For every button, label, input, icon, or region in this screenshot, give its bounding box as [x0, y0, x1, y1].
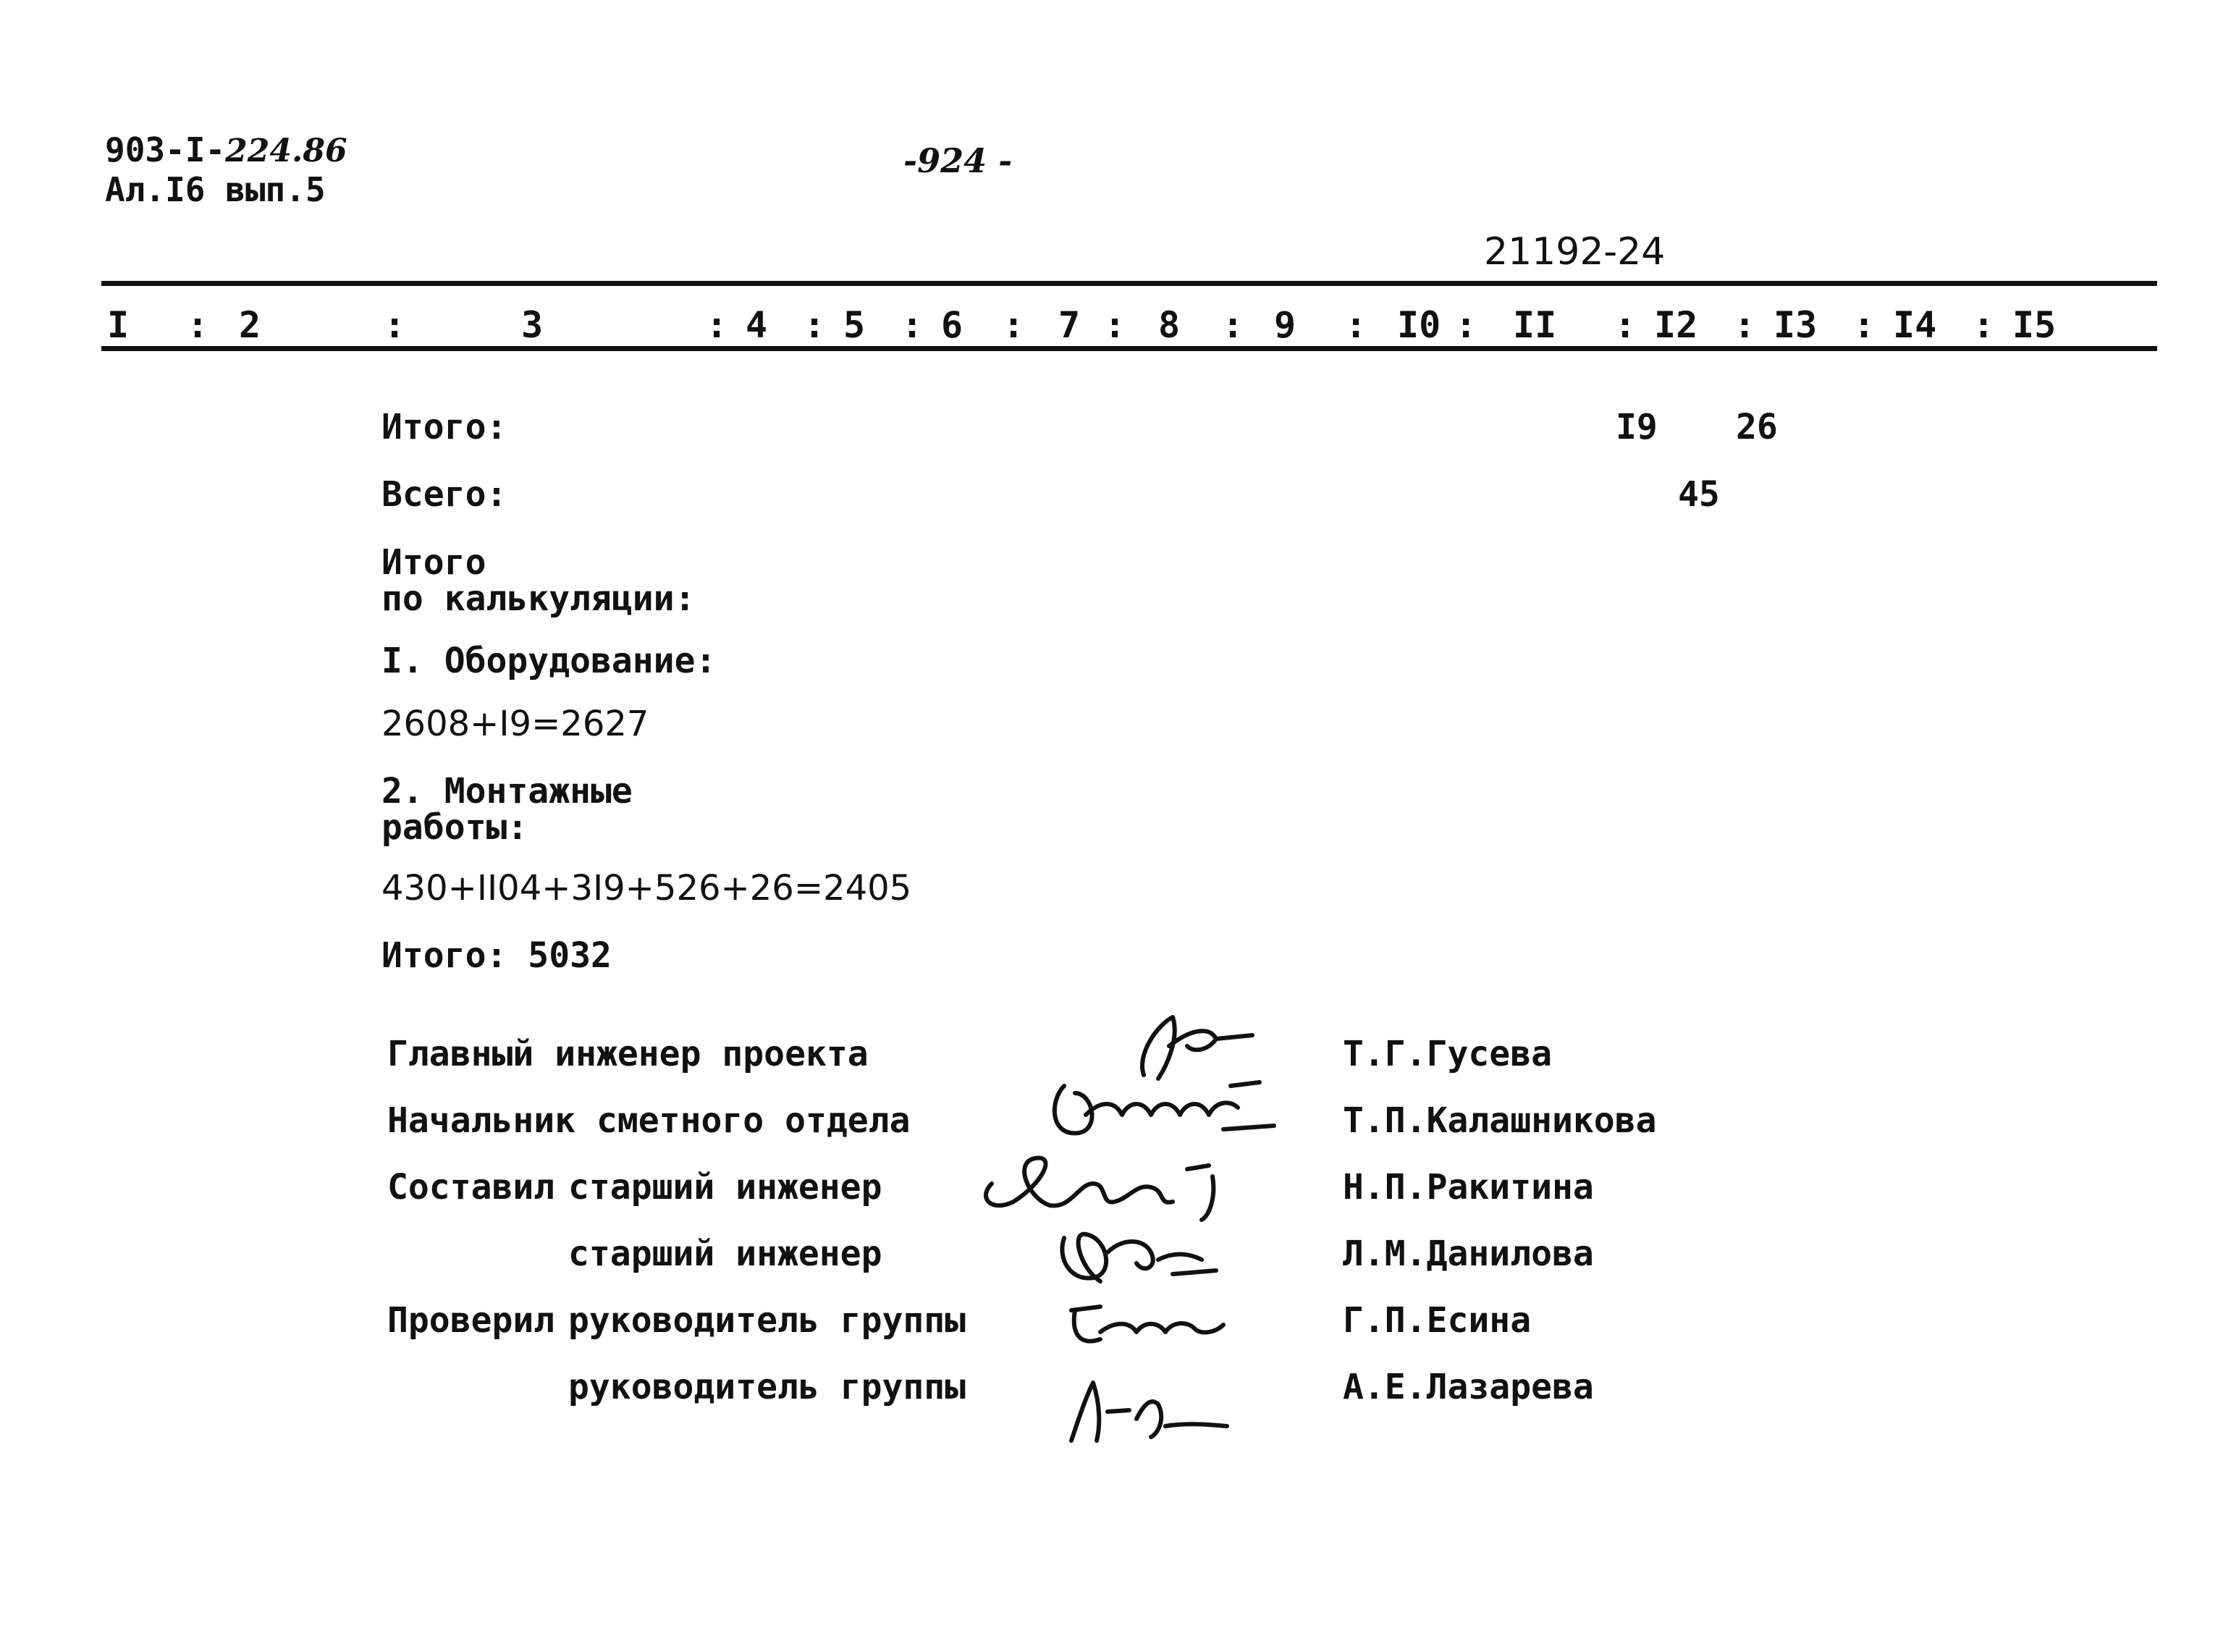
column-number: I4	[1893, 304, 1937, 346]
total-label: Всего:	[381, 474, 507, 515]
signature-esina	[1057, 1289, 1231, 1354]
document-number: 21192-24	[1484, 230, 1666, 274]
column-separator: :	[1734, 304, 1756, 346]
column-separator: :	[1614, 304, 1637, 346]
equipment-formula: 2608+I9=2627	[381, 704, 649, 744]
grand-total: Итого: 5032	[381, 935, 612, 976]
document-code-handwritten: 224.86	[225, 132, 347, 169]
column-number: 3	[521, 304, 544, 346]
column-separator: :	[1003, 304, 1025, 346]
installation-formula: 430+II04+3I9+526+26=2405	[381, 868, 912, 909]
signer-action: Составил	[387, 1167, 555, 1208]
column-number: II	[1513, 304, 1557, 346]
column-number: I3	[1774, 304, 1818, 346]
column-number: 4	[746, 304, 768, 346]
column-separator: :	[1104, 304, 1126, 346]
column-number: 9	[1274, 304, 1296, 346]
signer-name: Т.Г.Гусева	[1343, 1034, 1552, 1074]
signature-danilova	[1042, 1209, 1231, 1296]
column-number: 8	[1158, 304, 1181, 346]
document-code	[105, 130, 347, 169]
signer-role: старший инженер	[568, 1234, 882, 1274]
subtotal-value-col13: 26	[1736, 407, 1778, 447]
column-separator: :	[1455, 304, 1477, 346]
column-separator: :	[1345, 304, 1367, 346]
calc-total-label	[381, 544, 695, 617]
signer-name: А.Е.Лазарева	[1343, 1367, 1594, 1407]
column-number: 2	[239, 304, 261, 346]
total-value: 45	[1678, 474, 1720, 515]
signer-name: Н.П.Ракитина	[1343, 1167, 1594, 1208]
column-number: I5	[2012, 304, 2057, 346]
signer-action: Проверил	[387, 1300, 555, 1341]
signer-name: Г.П.Есина	[1343, 1300, 1532, 1341]
column-number: I	[107, 304, 130, 346]
equipment-label: I. Оборудование:	[381, 641, 717, 681]
column-number: 7	[1058, 304, 1081, 346]
subtotal-label: Итого:	[381, 407, 507, 447]
installation-label-line1: 2. Монтажные	[381, 771, 633, 812]
column-separator: :	[1853, 304, 1876, 346]
installation-label	[381, 773, 633, 846]
column-separator: :	[384, 304, 406, 346]
column-separator: :	[901, 304, 924, 346]
calc-total-label-line2: по калькуляции:	[381, 578, 696, 619]
album-sheet: Ал.I6 вып.5	[105, 170, 326, 209]
signer-role: Главный инженер проекта	[387, 1034, 869, 1074]
document-code-printed: 903-I-	[105, 130, 226, 169]
subtotal-value-col12: I9	[1616, 407, 1658, 447]
column-number: I2	[1654, 304, 1698, 346]
column-number: 5	[843, 304, 866, 346]
column-separator: :	[187, 304, 209, 346]
installation-label-line2: работы:	[381, 807, 528, 848]
column-separator: :	[804, 304, 826, 346]
signature-kalashnikova	[1042, 1064, 1289, 1144]
signer-role: Начальник сметного отдела	[387, 1100, 911, 1141]
header-rule-bottom	[101, 346, 2157, 351]
signer-role: старший инженер	[568, 1167, 882, 1208]
header-rule-top	[101, 281, 2157, 286]
signer-role: руководитель группы	[568, 1300, 966, 1341]
signature-lazareva	[1050, 1368, 1238, 1455]
column-separator: :	[706, 304, 728, 346]
page-number: -924 -	[903, 141, 1013, 180]
column-separator: :	[1222, 304, 1244, 346]
column-number: I0	[1397, 304, 1441, 346]
calc-total-label-line1: Итого	[381, 542, 486, 583]
signer-name: Л.М.Данилова	[1343, 1234, 1594, 1274]
column-number: 6	[941, 304, 963, 346]
signer-role: руководитель группы	[568, 1367, 966, 1407]
signer-name: Т.П.Калашникова	[1343, 1100, 1657, 1141]
column-separator: :	[1973, 304, 1995, 346]
